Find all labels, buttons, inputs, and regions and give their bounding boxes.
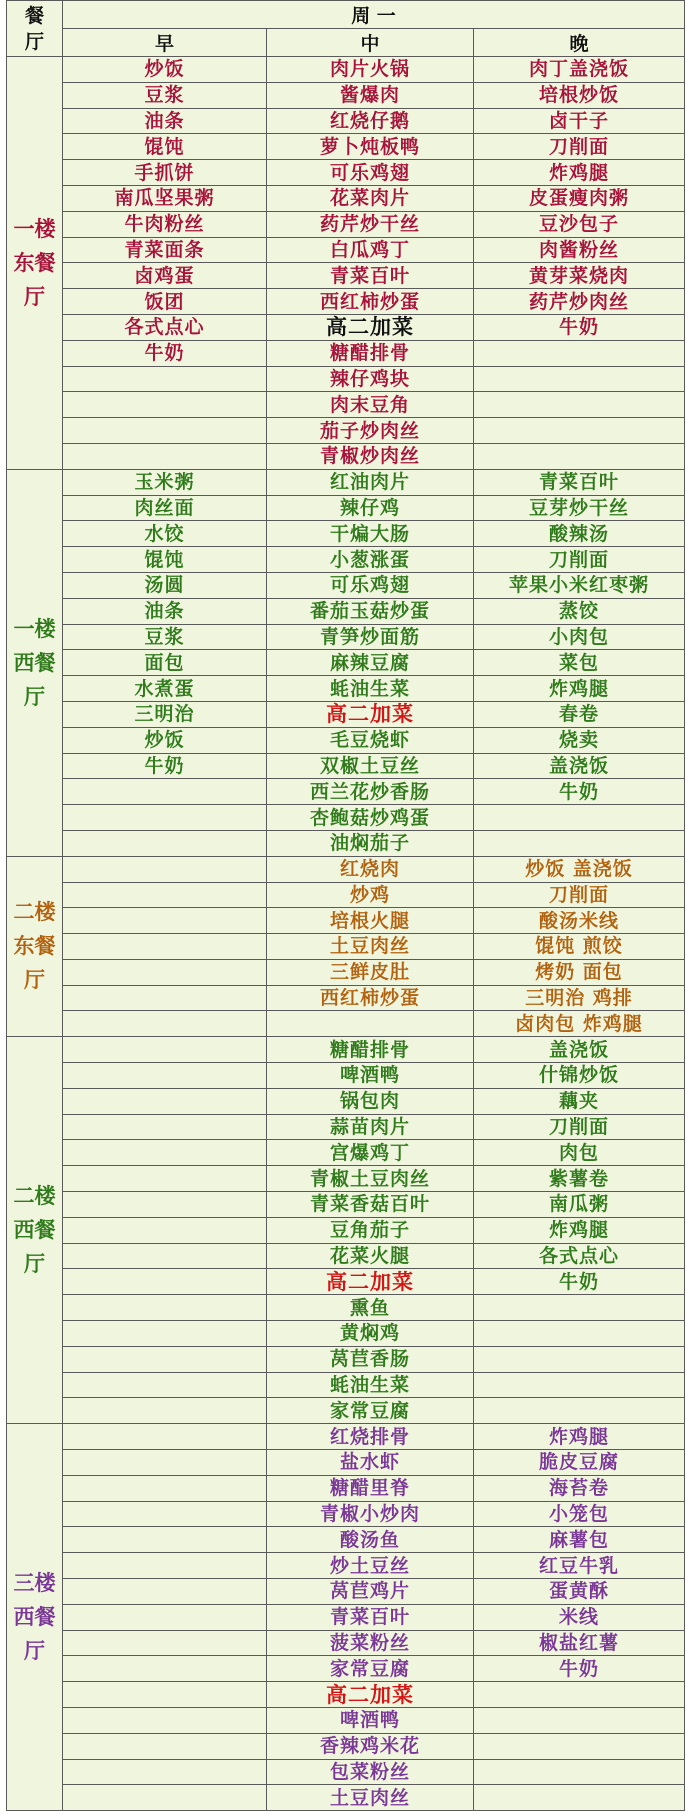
lunch-dish: 可乐鸡翅 — [267, 160, 474, 186]
lunch-dish: 培根火腿 — [267, 908, 474, 934]
breakfast-dish — [63, 1604, 267, 1630]
lunch-dish: 熏鱼 — [267, 1295, 474, 1321]
menu-row — [7, 805, 685, 831]
lunch-dish: 干煸大肠 — [267, 521, 474, 547]
dinner-header: 晚 — [474, 29, 685, 57]
menu-row — [7, 779, 685, 805]
lunch-dish: 青椒土豆肉丝 — [267, 1166, 474, 1192]
dinner-dish — [474, 1346, 685, 1372]
lunch-dish: 高二加菜 — [267, 1682, 474, 1708]
breakfast-dish — [63, 1166, 267, 1192]
breakfast-dish — [63, 1217, 267, 1243]
menu-row — [7, 1372, 685, 1398]
breakfast-dish — [63, 1475, 267, 1501]
dinner-dish: 炸鸡腿 — [474, 1217, 685, 1243]
menu-row — [7, 1630, 685, 1656]
dinner-dish: 什锦炒饭 — [474, 1063, 685, 1089]
breakfast-dish — [63, 443, 267, 469]
dinner-dish: 菜包 — [474, 650, 685, 676]
lunch-dish — [267, 1011, 474, 1037]
dinner-dish — [474, 1682, 685, 1708]
breakfast-dish: 油条 — [63, 598, 267, 624]
canteen-label: 二楼 西餐 厅 — [7, 1037, 63, 1424]
dinner-dish: 刀削面 — [474, 547, 685, 573]
lunch-dish: 红油肉片 — [267, 469, 474, 495]
dinner-dish — [474, 1372, 685, 1398]
dinner-dish — [474, 1708, 685, 1734]
breakfast-dish: 饭团 — [63, 289, 267, 315]
canteen-column-header: 餐 厅 — [7, 1, 63, 57]
menu-row — [7, 1114, 685, 1140]
breakfast-dish — [63, 392, 267, 418]
breakfast-dish: 面包 — [63, 650, 267, 676]
lunch-dish: 青椒小炒肉 — [267, 1501, 474, 1527]
lunch-dish: 红烧排骨 — [267, 1424, 474, 1450]
dinner-dish — [474, 1321, 685, 1347]
menu-row — [7, 882, 685, 908]
menu-row — [7, 650, 685, 676]
menu-row — [7, 1192, 685, 1218]
breakfast-dish: 肉丝面 — [63, 495, 267, 521]
menu-row — [7, 263, 685, 289]
lunch-dish: 青笋炒面筋 — [267, 624, 474, 650]
breakfast-dish — [63, 1011, 267, 1037]
menu-row — [7, 1785, 685, 1811]
breakfast-dish — [63, 1295, 267, 1321]
dinner-dish — [474, 340, 685, 366]
lunch-dish: 辣仔鸡块 — [267, 366, 474, 392]
breakfast-dish — [63, 1321, 267, 1347]
day-header: 周 一 — [63, 1, 685, 29]
dinner-dish: 培根炒饭 — [474, 82, 685, 108]
lunch-dish: 药芹炒干丝 — [267, 211, 474, 237]
dinner-dish: 各式点心 — [474, 1243, 685, 1269]
dinner-dish: 牛奶 — [474, 1656, 685, 1682]
menu-row — [7, 1733, 685, 1759]
lunch-dish: 双椒土豆丝 — [267, 753, 474, 779]
dinner-dish — [474, 366, 685, 392]
breakfast-dish — [63, 830, 267, 856]
lunch-dish: 锅包肉 — [267, 1088, 474, 1114]
dinner-dish: 肉包 — [474, 1140, 685, 1166]
menu-row — [7, 598, 685, 624]
dinner-dish: 牛奶 — [474, 1269, 685, 1295]
menu-body — [7, 57, 685, 1811]
menu-row — [7, 211, 685, 237]
menu-row — [7, 1217, 685, 1243]
lunch-dish: 麻辣豆腐 — [267, 650, 474, 676]
breakfast-dish: 豆浆 — [63, 82, 267, 108]
lunch-dish: 炒土豆丝 — [267, 1553, 474, 1579]
dinner-dish: 牛奶 — [474, 314, 685, 340]
dinner-dish: 蛋黄酥 — [474, 1579, 685, 1605]
dinner-dish: 三明治 鸡排 — [474, 985, 685, 1011]
breakfast-dish — [63, 1501, 267, 1527]
menu-row — [7, 1269, 685, 1295]
breakfast-dish: 牛奶 — [63, 340, 267, 366]
menu-row — [7, 1140, 685, 1166]
menu-row — [7, 366, 685, 392]
menu-row — [7, 237, 685, 263]
breakfast-dish: 各式点心 — [63, 314, 267, 340]
breakfast-dish: 水饺 — [63, 521, 267, 547]
breakfast-dish: 牛肉粉丝 — [63, 211, 267, 237]
lunch-dish: 花菜火腿 — [267, 1243, 474, 1269]
menu-row — [7, 1037, 685, 1063]
lunch-dish: 家常豆腐 — [267, 1398, 474, 1424]
canteen-label: 二楼 东餐 厅 — [7, 856, 63, 1037]
menu-row — [7, 443, 685, 469]
breakfast-dish — [63, 1269, 267, 1295]
menu-row — [7, 1604, 685, 1630]
dinner-dish — [474, 443, 685, 469]
breakfast-dish — [63, 1140, 267, 1166]
lunch-dish: 小葱涨蛋 — [267, 547, 474, 573]
lunch-dish: 油焖茄子 — [267, 830, 474, 856]
dinner-dish: 豆沙包子 — [474, 211, 685, 237]
menu-row — [7, 82, 685, 108]
menu-row — [7, 1088, 685, 1114]
breakfast-dish: 玉米粥 — [63, 469, 267, 495]
lunch-header: 中 — [267, 29, 474, 57]
menu-row — [7, 1063, 685, 1089]
dinner-dish: 炸鸡腿 — [474, 1424, 685, 1450]
menu-row — [7, 908, 685, 934]
menu-row — [7, 521, 685, 547]
breakfast-dish — [63, 1656, 267, 1682]
canteen-label: 一楼 西餐 厅 — [7, 469, 63, 856]
dinner-dish: 紫薯卷 — [474, 1166, 685, 1192]
lunch-dish: 蚝油生菜 — [267, 676, 474, 702]
lunch-dish: 杏鲍菇炒鸡蛋 — [267, 805, 474, 831]
lunch-dish: 毛豆烧虾 — [267, 727, 474, 753]
menu-row — [7, 676, 685, 702]
lunch-dish: 青椒炒肉丝 — [267, 443, 474, 469]
menu-row — [7, 495, 685, 521]
dinner-dish: 刀削面 — [474, 134, 685, 160]
breakfast-dish: 豆浆 — [63, 624, 267, 650]
lunch-dish: 白瓜鸡丁 — [267, 237, 474, 263]
lunch-dish: 茄子炒肉丝 — [267, 418, 474, 444]
menu-row — [7, 1553, 685, 1579]
breakfast-dish — [63, 1346, 267, 1372]
lunch-dish: 三鲜皮肚 — [267, 959, 474, 985]
menu-row — [7, 1011, 685, 1037]
lunch-dish: 番茄玉菇炒蛋 — [267, 598, 474, 624]
dinner-dish: 南瓜粥 — [474, 1192, 685, 1218]
breakfast-dish — [63, 366, 267, 392]
breakfast-dish — [63, 856, 267, 882]
lunch-dish: 家常豆腐 — [267, 1656, 474, 1682]
menu-row — [7, 185, 685, 211]
menu-row — [7, 1243, 685, 1269]
dinner-dish: 炒饭 盖浇饭 — [474, 856, 685, 882]
dinner-dish: 苹果小米红枣粥 — [474, 572, 685, 598]
breakfast-dish — [63, 1243, 267, 1269]
menu-row — [7, 1398, 685, 1424]
lunch-dish: 啤酒鸭 — [267, 1063, 474, 1089]
lunch-dish: 西红柿炒蛋 — [267, 289, 474, 315]
breakfast-dish — [63, 1372, 267, 1398]
menu-row — [7, 1759, 685, 1785]
lunch-dish: 青菜百叶 — [267, 263, 474, 289]
lunch-dish: 香辣鸡米花 — [267, 1733, 474, 1759]
dinner-dish: 药芹炒肉丝 — [474, 289, 685, 315]
lunch-dish: 西红柿炒蛋 — [267, 985, 474, 1011]
menu-row — [7, 1501, 685, 1527]
lunch-dish: 高二加菜 — [267, 1269, 474, 1295]
breakfast-dish — [63, 1553, 267, 1579]
breakfast-dish — [63, 934, 267, 960]
lunch-dish: 萝卜炖板鸭 — [267, 134, 474, 160]
menu-row — [7, 985, 685, 1011]
dinner-dish — [474, 418, 685, 444]
lunch-dish: 盐水虾 — [267, 1450, 474, 1476]
menu-row — [7, 469, 685, 495]
dinner-dish — [474, 1295, 685, 1321]
menu-row — [7, 1682, 685, 1708]
breakfast-dish — [63, 418, 267, 444]
lunch-dish: 可乐鸡翅 — [267, 572, 474, 598]
dinner-dish: 牛奶 — [474, 779, 685, 805]
menu-row — [7, 57, 685, 83]
dinner-dish: 海苔卷 — [474, 1475, 685, 1501]
breakfast-dish — [63, 1785, 267, 1811]
dinner-dish: 红豆牛乳 — [474, 1553, 685, 1579]
dinner-dish: 椒盐红薯 — [474, 1630, 685, 1656]
dinner-dish: 蒸饺 — [474, 598, 685, 624]
lunch-dish: 黄焖鸡 — [267, 1321, 474, 1347]
dinner-dish: 春卷 — [474, 701, 685, 727]
menu-row — [7, 314, 685, 340]
breakfast-dish: 炒饭 — [63, 727, 267, 753]
menu-row — [7, 1656, 685, 1682]
dinner-dish: 酸汤米线 — [474, 908, 685, 934]
lunch-dish: 青菜百叶 — [267, 1604, 474, 1630]
canteen-label: 一楼 东餐 厅 — [7, 57, 63, 470]
dinner-dish — [474, 1398, 685, 1424]
menu-row — [7, 418, 685, 444]
breakfast-dish — [63, 882, 267, 908]
menu-row — [7, 934, 685, 960]
dinner-dish — [474, 805, 685, 831]
dinner-dish — [474, 1785, 685, 1811]
lunch-dish: 酸汤鱼 — [267, 1527, 474, 1553]
menu-row — [7, 1708, 685, 1734]
menu-row — [7, 624, 685, 650]
lunch-dish: 花菜肉片 — [267, 185, 474, 211]
dinner-dish: 脆皮豆腐 — [474, 1450, 685, 1476]
breakfast-dish — [63, 1088, 267, 1114]
breakfast-dish: 水煮蛋 — [63, 676, 267, 702]
breakfast-dish — [63, 1192, 267, 1218]
lunch-dish: 啤酒鸭 — [267, 1708, 474, 1734]
breakfast-dish — [63, 985, 267, 1011]
breakfast-dish — [63, 908, 267, 934]
breakfast-dish — [63, 1037, 267, 1063]
menu-row — [7, 547, 685, 573]
lunch-dish: 宫爆鸡丁 — [267, 1140, 474, 1166]
lunch-dish: 糖醋里脊 — [267, 1475, 474, 1501]
menu-row — [7, 340, 685, 366]
lunch-dish: 蚝油生菜 — [267, 1372, 474, 1398]
breakfast-dish — [63, 1114, 267, 1140]
dinner-dish: 盖浇饭 — [474, 1037, 685, 1063]
lunch-dish: 土豆肉丝 — [267, 934, 474, 960]
dinner-dish — [474, 1733, 685, 1759]
lunch-dish: 辣仔鸡 — [267, 495, 474, 521]
breakfast-dish — [63, 779, 267, 805]
breakfast-dish — [63, 1682, 267, 1708]
dinner-dish: 刀削面 — [474, 882, 685, 908]
lunch-dish: 酱爆肉 — [267, 82, 474, 108]
dinner-dish: 卤干子 — [474, 108, 685, 134]
breakfast-dish: 汤圆 — [63, 572, 267, 598]
lunch-dish: 莴苣鸡片 — [267, 1579, 474, 1605]
dinner-dish: 馄饨 煎饺 — [474, 934, 685, 960]
dinner-dish: 藕夹 — [474, 1088, 685, 1114]
menu-row — [7, 701, 685, 727]
dinner-dish: 炸鸡腿 — [474, 160, 685, 186]
lunch-dish: 糖醋排骨 — [267, 1037, 474, 1063]
menu-row — [7, 727, 685, 753]
breakfast-dish — [63, 1708, 267, 1734]
lunch-dish: 肉末豆角 — [267, 392, 474, 418]
lunch-dish: 豆角茄子 — [267, 1217, 474, 1243]
breakfast-dish: 南瓜坚果粥 — [63, 185, 267, 211]
breakfast-dish — [63, 959, 267, 985]
menu-row — [7, 856, 685, 882]
lunch-dish: 高二加菜 — [267, 701, 474, 727]
breakfast-dish — [63, 1398, 267, 1424]
lunch-dish: 菠菜粉丝 — [267, 1630, 474, 1656]
dinner-dish — [474, 1759, 685, 1785]
menu-row — [7, 1450, 685, 1476]
menu-row — [7, 1579, 685, 1605]
lunch-dish: 土豆肉丝 — [267, 1785, 474, 1811]
dinner-dish: 皮蛋瘦肉粥 — [474, 185, 685, 211]
dinner-dish: 肉酱粉丝 — [474, 237, 685, 263]
lunch-dish: 青菜香菇百叶 — [267, 1192, 474, 1218]
dinner-dish — [474, 392, 685, 418]
menu-row — [7, 1166, 685, 1192]
breakfast-dish — [63, 1424, 267, 1450]
lunch-dish: 蒜苗肉片 — [267, 1114, 474, 1140]
canteen-label: 三楼 西餐 厅 — [7, 1424, 63, 1811]
menu-row — [7, 572, 685, 598]
menu-row — [7, 160, 685, 186]
lunch-dish: 西兰花炒香肠 — [267, 779, 474, 805]
lunch-dish: 莴苣香肠 — [267, 1346, 474, 1372]
breakfast-dish — [63, 1063, 267, 1089]
lunch-dish: 包菜粉丝 — [267, 1759, 474, 1785]
lunch-dish: 肉片火锅 — [267, 57, 474, 83]
menu-row — [7, 959, 685, 985]
breakfast-dish: 青菜面条 — [63, 237, 267, 263]
dinner-dish — [474, 830, 685, 856]
breakfast-dish — [63, 1579, 267, 1605]
breakfast-header: 早 — [63, 29, 267, 57]
dinner-dish: 酸辣汤 — [474, 521, 685, 547]
menu-row — [7, 134, 685, 160]
menu-row — [7, 289, 685, 315]
dinner-dish: 青菜百叶 — [474, 469, 685, 495]
menu-row — [7, 1346, 685, 1372]
menu-row — [7, 1424, 685, 1450]
breakfast-dish: 手抓饼 — [63, 160, 267, 186]
menu-row — [7, 392, 685, 418]
breakfast-dish — [63, 805, 267, 831]
dinner-dish: 麻薯包 — [474, 1527, 685, 1553]
lunch-dish: 红烧仔鹅 — [267, 108, 474, 134]
breakfast-dish — [63, 1759, 267, 1785]
menu-row — [7, 108, 685, 134]
menu-row — [7, 1527, 685, 1553]
dinner-dish: 小肉包 — [474, 624, 685, 650]
lunch-dish: 高二加菜 — [267, 314, 474, 340]
dinner-dish: 小笼包 — [474, 1501, 685, 1527]
breakfast-dish — [63, 1450, 267, 1476]
menu-row — [7, 1321, 685, 1347]
breakfast-dish: 三明治 — [63, 701, 267, 727]
dinner-dish: 烧卖 — [474, 727, 685, 753]
lunch-dish: 红烧肉 — [267, 856, 474, 882]
menu-row — [7, 753, 685, 779]
breakfast-dish — [63, 1630, 267, 1656]
menu-row — [7, 1475, 685, 1501]
menu-row — [7, 1295, 685, 1321]
breakfast-dish: 牛奶 — [63, 753, 267, 779]
dinner-dish: 黄芽菜烧肉 — [474, 263, 685, 289]
dinner-dish: 肉丁盖浇饭 — [474, 57, 685, 83]
lunch-dish: 糖醋排骨 — [267, 340, 474, 366]
dinner-dish: 米线 — [474, 1604, 685, 1630]
breakfast-dish: 卤鸡蛋 — [63, 263, 267, 289]
breakfast-dish: 油条 — [63, 108, 267, 134]
weekly-menu-table — [6, 0, 685, 1811]
dinner-dish: 炸鸡腿 — [474, 676, 685, 702]
lunch-dish: 炒鸡 — [267, 882, 474, 908]
dinner-dish: 卤肉包 炸鸡腿 — [474, 1011, 685, 1037]
breakfast-dish — [63, 1527, 267, 1553]
breakfast-dish: 馄饨 — [63, 547, 267, 573]
dinner-dish: 盖浇饭 — [474, 753, 685, 779]
breakfast-dish — [63, 1733, 267, 1759]
breakfast-dish: 炒饭 — [63, 57, 267, 83]
dinner-dish: 刀削面 — [474, 1114, 685, 1140]
menu-row — [7, 830, 685, 856]
dinner-dish: 豆芽炒干丝 — [474, 495, 685, 521]
dinner-dish: 烤奶 面包 — [474, 959, 685, 985]
breakfast-dish: 馄饨 — [63, 134, 267, 160]
